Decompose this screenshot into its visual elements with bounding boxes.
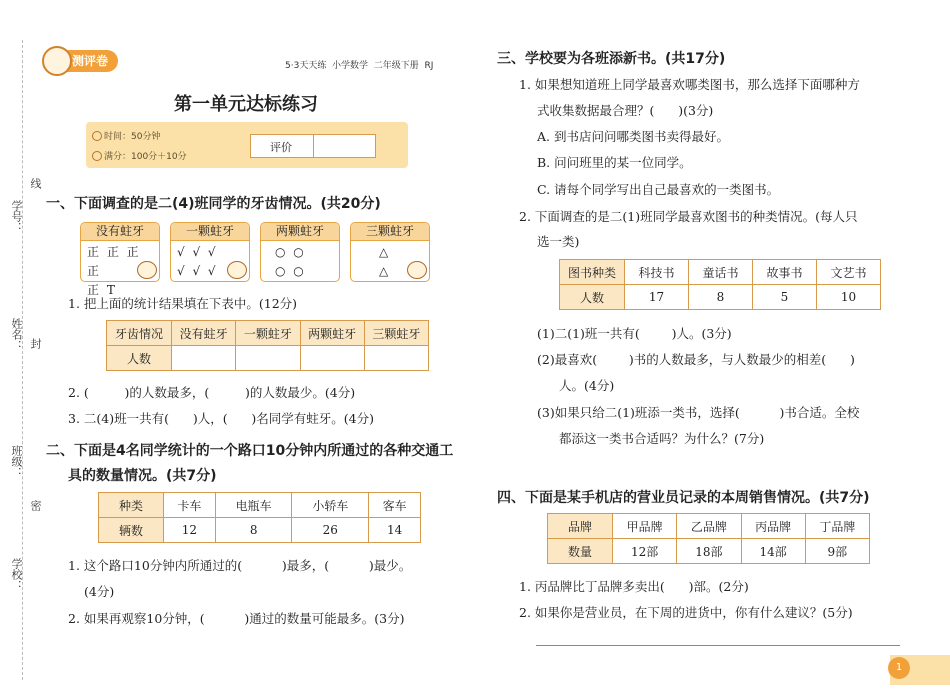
card-tally-row1: √ √ √ [177,245,218,259]
s3-question2: 2. 下面调查的是二(1)班同学最喜欢图书的种类情况。(每人只 [519,209,858,224]
s3-part3: (3)如果只给二(1)班添一类书，选择( )书合适。全校 [537,405,860,420]
section1-heading: 一、下面调查的是二(4)班同学的牙齿情况。(共20分) [46,196,381,212]
check-icon [92,151,102,161]
table-row [107,346,429,371]
s1-question3: 3. 二(4)班一共有( )人，( )名同学有蛀牙。(4分) [68,411,375,426]
table-cell: 14 [369,518,421,543]
table-row [99,518,421,543]
class-label: 班级： [10,445,23,478]
time-info: 时间：50分钟 [104,132,161,142]
section4-heading: 四、下面是某手机店的营业员记录的本周销售情况。(共7分) [497,490,870,506]
s1-question1: 1. 把上面的统计结果填在下表中。(12分) [68,296,298,311]
table-header-cell: 一颗蛀牙 [236,321,300,346]
s1-question2: 2. ( )的人数最多，( )的人数最少。(4分) [68,385,356,400]
table-header-row [107,321,429,346]
table-header-cell: 丙品牌 [741,514,805,539]
binding-mark-line: 线 [29,178,42,189]
section3-heading: 三、学校要为各班添新书。(共17分) [497,51,726,67]
table-cell: 14部 [741,539,805,564]
s4-question1: 1. 丙品牌比丁品牌多卖出( )部。(2分) [519,579,749,594]
binding-mark-dense: 密 [29,500,42,511]
table-header-cell: 两颗蛀牙 [300,321,364,346]
table-cell: 8 [215,518,292,543]
table-cell: 17 [625,285,689,310]
table-header-cell: 乙品牌 [677,514,741,539]
table-row-label: 数量 [548,539,613,564]
s3-question2-cont: 选一类) [537,234,580,249]
card-title: 两颗蛀牙 [261,223,339,241]
card-tally-row1: 正 正 正 正 [87,245,141,278]
table-header-cell: 三颗蛀牙 [364,321,428,346]
table-header-cell: 科技书 [625,260,689,285]
s4-question2: 2. 如果你是营业员，在下周的进货中，你有什么建议？(5分) [519,605,853,620]
s3-part3-cont: 都添这一类书合适吗？为什么？(7分) [559,431,765,446]
badge-label: 测评卷 [72,54,109,68]
card-tally-row2: 正 T [87,283,117,297]
table-cell: 5 [753,285,817,310]
s3-part1: (1)二(1)班一共有( )人。(3分) [537,326,732,341]
mascot-icon [227,261,247,279]
table-header-cell: 文艺书 [817,260,881,285]
s4-sales-table [547,513,870,564]
eval-label: 评价 [270,141,292,154]
table-row [548,539,870,564]
section2-heading-cont: 具的数量情况。(共7分) [68,468,217,484]
table-cell: 9部 [805,539,869,564]
s3-question1: 1. 如果想知道班上同学最喜欢哪类图书，那么选择下面哪种方 [519,77,860,92]
table-header-cell: 品牌 [548,514,613,539]
card-tally-row2: √ √ √ [177,264,218,278]
table-header-cell: 牙齿情况 [107,321,172,346]
table-row-label: 辆数 [99,518,164,543]
series-info: 5·3天天练 小学数学 二年级下册 RJ [285,61,434,71]
table-header-cell: 客车 [369,493,421,518]
page-title: 第一单元达标练习 [174,94,318,115]
table-cell: 26 [292,518,369,543]
clock-icon [92,131,102,141]
table-header-cell: 故事书 [753,260,817,285]
table-header-row [560,260,881,285]
eval-input[interactable] [316,136,372,156]
answer-cell[interactable] [364,346,428,371]
card-tally-row2: △ [379,264,391,278]
table-row-label: 人数 [107,346,172,371]
card-one-cavity [170,222,250,282]
mascot-icon [407,261,427,279]
eval-divider [313,134,314,158]
table-row-label: 人数 [560,285,625,310]
s3-option-a[interactable]: A. 到书店问问哪类图书卖得最好。 [537,129,729,144]
s3-question1-cont: 式收集数据最合理？( )(3分) [537,103,714,118]
card-title: 一颗蛀牙 [171,223,249,241]
score-info: 满分：100分＋10分 [104,152,187,162]
card-no-cavity [80,222,160,297]
s3-option-b[interactable]: B. 问问班里的某一位同学。 [537,155,692,170]
table-header-cell: 丁品牌 [805,514,869,539]
table-cell: 8 [689,285,753,310]
s3-part2: (2)最喜欢( )书的人数最多，与人数最少的相差( ) [537,352,855,367]
s2-question1: 1. 这个路口10分钟内所通过的( )最多，( )最少。 [68,558,412,573]
card-two-cavity [260,222,340,282]
table-row [560,285,881,310]
card-tally-row2: ○ ○ [275,264,306,278]
table-cell: 18部 [677,539,741,564]
name-label: 姓名： [10,318,23,351]
card-title: 三颗蛀牙 [351,223,429,241]
table-cell: 10 [817,285,881,310]
s3-option-c[interactable]: C. 请每个同学写出自己最喜欢的一类图书。 [537,182,780,197]
table-header-cell: 甲品牌 [613,514,677,539]
section2-heading: 二、下面是4名同学统计的一个路口10分钟内所通过的各种交通工 [46,443,454,459]
table-cell: 12部 [613,539,677,564]
table-header-cell: 卡车 [164,493,216,518]
table-header-cell: 图书种类 [560,260,625,285]
card-tally-row1: △ [379,245,391,259]
badge-mascot-icon [42,46,72,76]
binding-mark-seal: 封 [29,338,42,349]
answer-cell[interactable] [300,346,364,371]
page-number: 1 [888,657,910,679]
card-tally-row1: ○ ○ [275,245,306,259]
table-header-cell: 童话书 [689,260,753,285]
card-title: 没有蛀牙 [81,223,159,241]
answer-line[interactable] [536,645,900,646]
table-header-cell: 种类 [99,493,164,518]
answer-cell[interactable] [172,346,236,371]
s2-question2: 2. 如果再观察10分钟，( )通过的数量可能最多。(3分) [68,611,405,626]
answer-cell[interactable] [236,346,300,371]
mascot-icon [137,261,157,279]
s3-part2-cont: 人。(4分) [559,378,615,393]
student-no-label: 学号： [10,200,23,233]
table-header-row [99,493,421,518]
s1-teeth-table [106,320,429,371]
table-header-cell: 小轿车 [292,493,369,518]
school-label: 学校： [10,558,23,591]
s3-books-table [559,259,881,310]
table-header-cell: 没有蛀牙 [172,321,236,346]
table-header-row [548,514,870,539]
s2-traffic-table [98,492,421,543]
card-three-cavity [350,222,430,282]
table-cell: 12 [164,518,216,543]
s2-question1-score: (4分) [84,584,115,599]
table-header-cell: 电瓶车 [215,493,292,518]
